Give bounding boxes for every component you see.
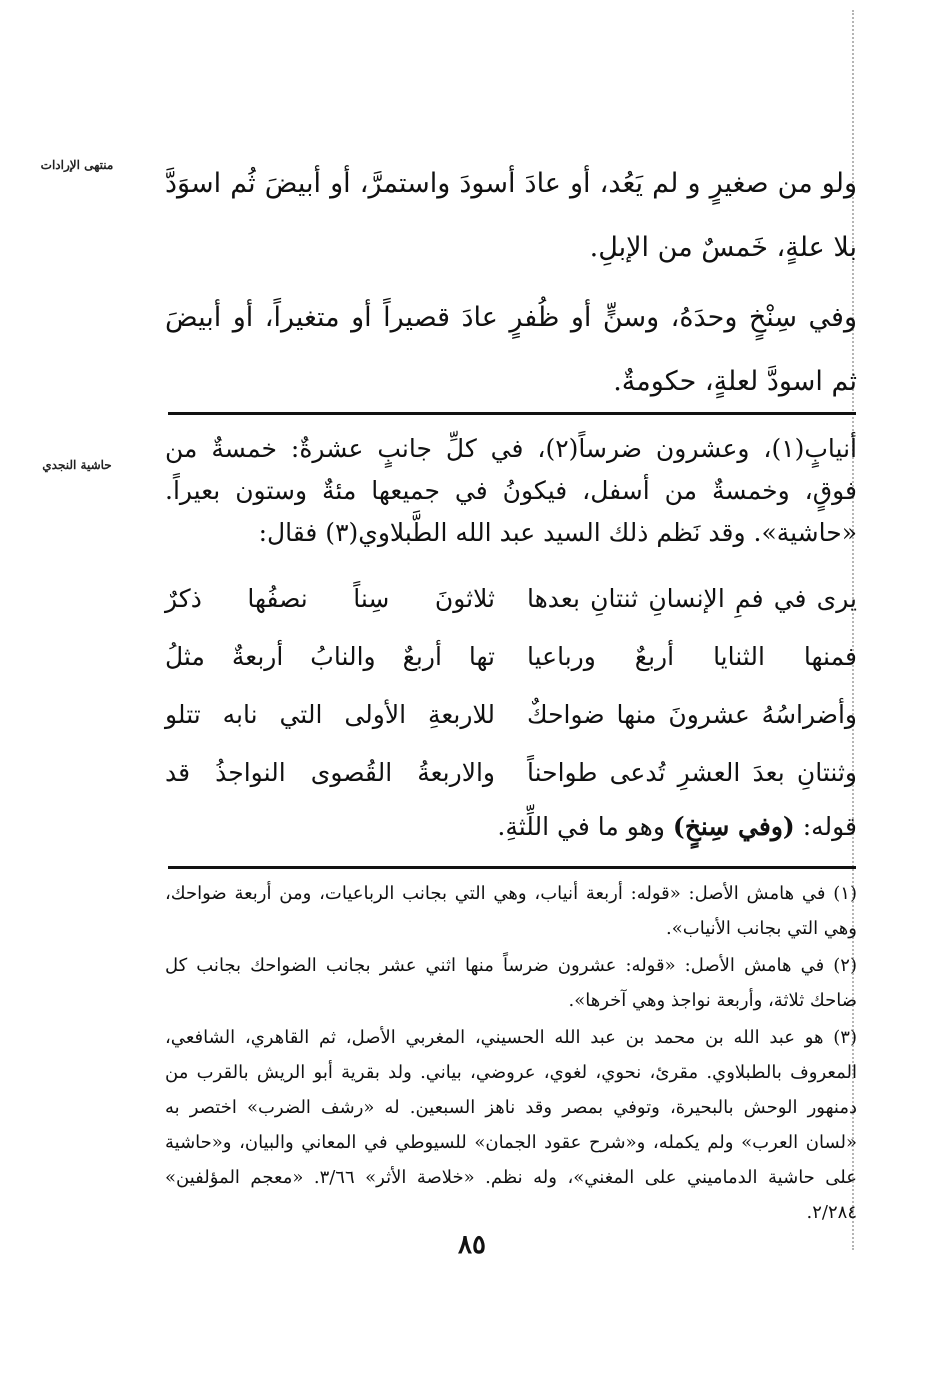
qawluh-prefix: قوله:	[802, 812, 857, 841]
verse-first-hemistich: فمنها الثنايا أربعٌ ورباعيا	[527, 642, 857, 671]
verse-first-hemistich: وأضراسُهُ عشرونَ منها ضواحكٌ	[527, 700, 857, 729]
margin-label-hashiya: حاشية النجدي	[42, 458, 112, 472]
poem-verse	[165, 642, 857, 700]
poem-verse	[165, 758, 857, 816]
verse-first-hemistich: يرى في فمِ الإنسانِ ثنتانِ بعدها	[527, 584, 857, 613]
qawluh-quote: (وفي سِنخٍ)	[672, 812, 795, 841]
main-paragraph-1: ولو من صغيرٍ و لم يَعُد، أو عادَ أسودَ واستمرَّ، أو أبيضَ ثُم اسوَدَّ بلا علةٍ، خَمسٌ من الإبلِ.	[165, 168, 857, 263]
poem-verse	[165, 700, 857, 758]
qawluh-rest: وهو ما في اللِّثةِ.	[497, 812, 665, 841]
hashiya-paragraph: أنيابٍ(١)، وعشرون ضرساً(٢)، في كلِّ جانبٍ عشرةٌ: خمسةٌ من فوقٍ، وخمسةٌ من أسفل، فيكونُ في جميعها مئةٌ وستون بعيراً. «حاشية». وقد نَظم ذلك السيد عبد الله الطَّبلاوي(٣) فقال:	[165, 434, 857, 547]
section-divider	[168, 412, 856, 415]
verse-second-hemistich: تها أربعٌ والنابُ أربعةٌ مثلُ	[165, 642, 495, 671]
page-number: ٨٥	[458, 1230, 486, 1260]
footnote-3: (٣) هو عبد الله بن محمد بن عبد الله الحسيني، المغربي الأصل، ثم القاهري، الشافعي، المعروف بالطبلاوي. مقرئ، نحوي، لغوي، عروضي، بياني. ولد بقرية أبو الريش بالقرب من دمنهور الوحش بالبحيرة، وتوفي بمصر وقد ناهز السبعين. له «رشف الضرب» اختصر به «لسان العرب» ولم يكمله، و«شرح عقود الجمان» للسيوطي في المعاني والبيان، و«حاشية على حاشية الدماميني على المغني»، وله نظم. «خلاصة الأثر» ٣/٦٦. «معجم المؤلفين» ٢/٢٨٤.	[165, 1027, 857, 1223]
verse-second-hemistich: للاربعةِ الأولى التي نابه تتلو	[165, 700, 495, 729]
footnotes	[165, 876, 857, 1232]
verse-second-hemistich: ثلاثونَ سِناً نصفُها ذكرٌ	[165, 584, 495, 613]
main-text-block	[165, 152, 857, 414]
footnote-2: (٢) في هامش الأصل: «قوله: عشرون ضرساً منها اثني عشر بجانب الضواحك بجانب كل ضاحك ثلاثة، وأربعة نواجذ وهي آخرها».	[165, 955, 857, 1011]
main-paragraph-2: وفي سِنْخٍ وحدَهُ، وسنٍّ أو ظُفرٍ عادَ قصيراً أو متغيراً، أو أبيضَ ثم اسودَّ لعلةٍ، حكومةٌ.	[165, 302, 857, 397]
qawluh-line	[165, 812, 857, 841]
footnote-1: (١) في هامش الأصل: «قوله: أربعة أنياب، وهي التي بجانب الرباعيات، ومن أربعة ضواحك، وهي التي بجانب الأنياب».	[165, 883, 857, 939]
footnote-divider	[168, 866, 856, 869]
verse-second-hemistich: والاربعةُ القُصوى النواجذُ قد	[165, 758, 495, 787]
poem	[165, 584, 857, 816]
margin-label-muntaha: منتهى الإرادات	[40, 158, 114, 172]
poem-verse	[165, 584, 857, 642]
verse-first-hemistich: وثنتانِ بعدَ العشرِ تُدعى طواحناً	[527, 758, 857, 787]
